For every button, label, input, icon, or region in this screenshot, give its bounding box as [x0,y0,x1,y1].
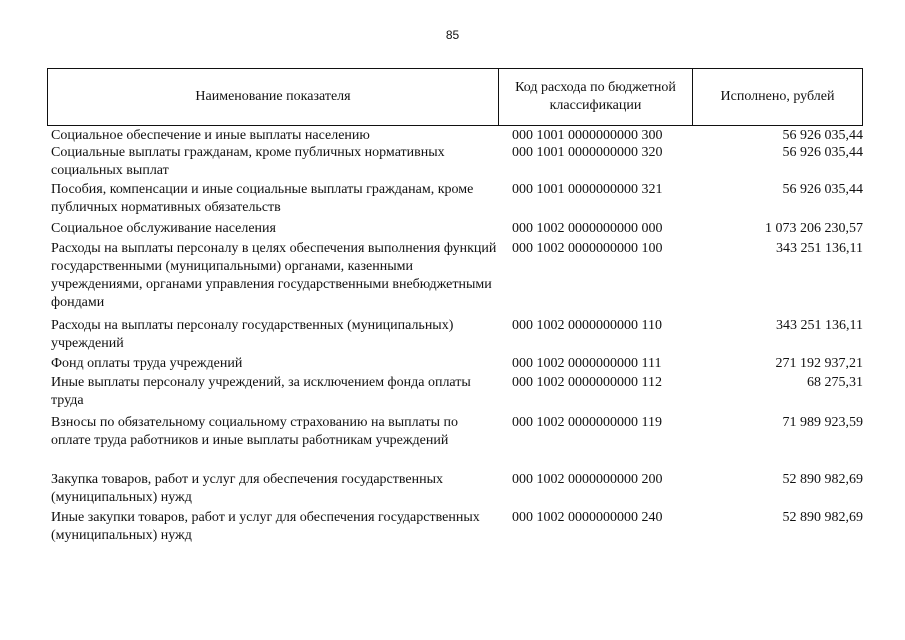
row-amount: 56 926 035,44 [782,145,863,160]
table-row [51,414,867,471]
row-amount: 56 926 035,44 [782,182,863,197]
row-amount: 1 073 206 230,57 [765,221,863,236]
row-amount: 68 275,31 [807,375,863,390]
row-name: Социальное обслуживание населения [51,221,276,236]
row-name: Взносы по обязательному социальному страхованию на выплаты по оплате труда работников и иные выплаты работникам учреждений [51,415,459,448]
column-header-amount: Исполнено, рублей [720,89,835,104]
row-name: Иные закупки товаров, работ и услуг для обеспечения государственных (муниципальных) нужд [51,510,480,543]
table-row [51,220,867,240]
row-code: 000 1002 0000000000 240 [512,510,663,525]
table-row [51,509,867,547]
row-name: Расходы на выплаты персоналу в целях обеспечения выполнения функций государственными (муниципальными) органами, казенными учреждениями, органами управления государственными внебюджетными фондами [51,241,497,310]
table-body [51,127,867,547]
column-header-code: Код расхода по бюджетной классификации [499,69,693,125]
row-code: 000 1001 0000000000 300 [512,128,663,143]
row-code: 000 1002 0000000000 100 [512,241,663,256]
row-code: 000 1002 0000000000 112 [512,375,662,390]
row-amount: 271 192 937,21 [775,356,863,371]
table-row [51,317,867,355]
row-code: 000 1002 0000000000 110 [512,318,662,333]
table-row [51,471,867,509]
row-amount: 52 890 982,69 [782,510,863,525]
row-code: 000 1002 0000000000 200 [512,472,663,487]
column-header-name: Наименование показателя [48,69,499,125]
row-amount: 71 989 923,59 [782,415,863,430]
table-row [51,374,867,414]
table-row [51,181,867,220]
table-row [51,144,867,181]
row-code: 000 1001 0000000000 320 [512,145,663,160]
row-name: Расходы на выплаты персоналу государственных (муниципальных) учреждений [51,318,454,351]
table-row [51,240,867,317]
row-name: Фонд оплаты труда учреждений [51,356,243,371]
table-row [51,355,867,374]
row-name: Пособия, компенсации и иные социальные выплаты гражданам, кроме публичных нормативных обязательств [51,182,474,215]
row-amount: 343 251 136,11 [776,318,863,333]
row-name: Социальное обеспечение и иные выплаты населению [51,128,370,143]
row-amount: 56 926 035,44 [782,128,863,143]
page-number: 85 [445,28,460,42]
table-header [47,68,863,126]
row-name: Закупка товаров, работ и услуг для обеспечения государственных (муниципальных) нужд [51,472,444,505]
row-amount: 343 251 136,11 [776,241,863,256]
row-amount: 52 890 982,69 [782,472,863,487]
table-row [51,127,867,144]
row-code: 000 1001 0000000000 321 [512,182,663,197]
row-name: Социальные выплаты гражданам, кроме публичных нормативных социальных выплат [51,145,445,178]
row-code: 000 1002 0000000000 000 [512,221,663,236]
row-name: Иные выплаты персоналу учреждений, за исключением фонда оплаты труда [51,375,471,408]
row-code: 000 1002 0000000000 111 [512,356,662,371]
row-code: 000 1002 0000000000 119 [512,415,662,430]
